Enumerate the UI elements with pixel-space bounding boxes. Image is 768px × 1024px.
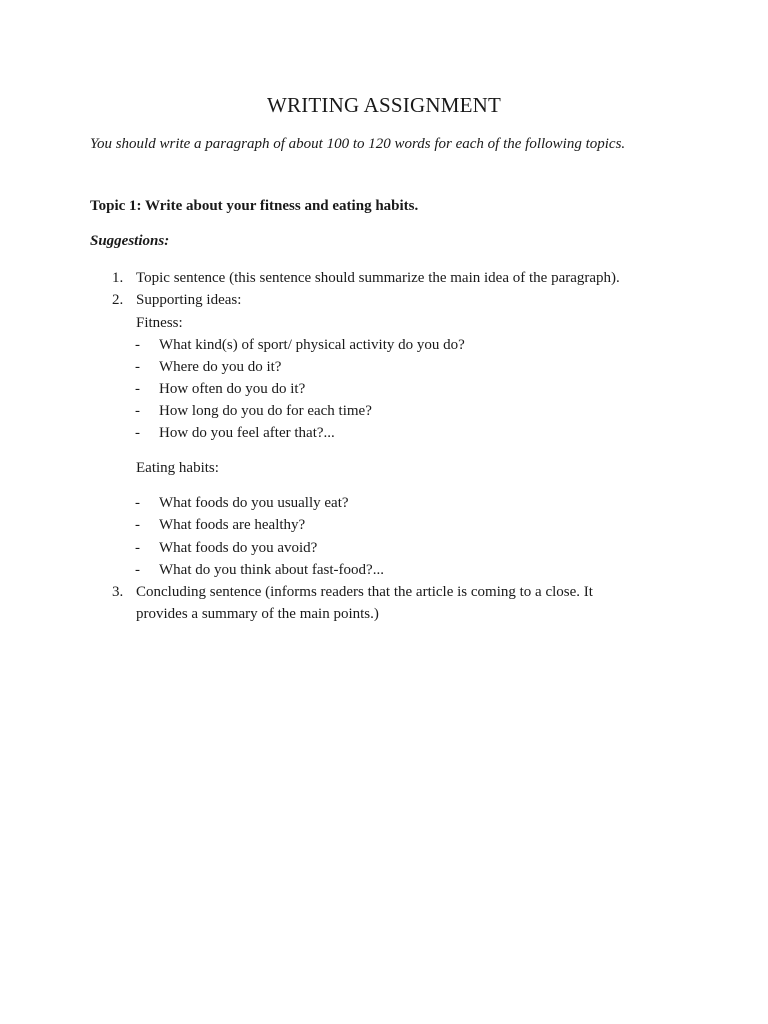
fitness-label: Fitness: — [136, 315, 183, 331]
bullet-dash: - — [135, 562, 140, 578]
list-item-supporting-ideas: Supporting ideas: — [136, 292, 242, 308]
fitness-point: How long do you do for each time? — [159, 403, 372, 419]
bullet-dash: - — [135, 425, 140, 441]
list-item-concluding-sentence: Concluding sentence (informs readers that the article is coming to a close. It — [136, 584, 593, 600]
eating-point: What foods are healthy? — [159, 517, 306, 533]
list-item-topic-sentence: Topic sentence (this sentence should summarize the main idea of the paragraph). — [136, 270, 620, 286]
bullet-dash: - — [135, 381, 140, 397]
topic-1-heading: Topic 1: Write about your fitness and eating habits. — [90, 198, 419, 214]
bullet-dash: - — [135, 403, 140, 419]
list-item-concluding-sentence-cont: provides a summary of the main points.) — [136, 606, 379, 622]
fitness-point: How do you feel after that?... — [159, 425, 335, 441]
bullet-dash: - — [135, 337, 140, 353]
eating-point: What foods do you usually eat? — [159, 495, 349, 511]
eating-point: What foods do you avoid? — [159, 540, 318, 556]
document-title: WRITING ASSIGNMENT — [266, 93, 501, 117]
intro-instruction: You should write a paragraph of about 100 to 120 words for each of the following topics. — [90, 136, 626, 152]
fitness-point: Where do you do it? — [159, 359, 282, 375]
bullet-dash: - — [135, 540, 140, 556]
eating-habits-label: Eating habits: — [136, 460, 219, 476]
suggestions-heading: Suggestions: — [90, 233, 170, 249]
list-number: 3. — [112, 584, 124, 600]
bullet-dash: - — [135, 495, 140, 511]
eating-point: What do you think about fast-food?... — [159, 562, 384, 578]
fitness-point: How often do you do it? — [159, 381, 306, 397]
bullet-dash: - — [135, 359, 140, 375]
list-number: 1. — [112, 270, 124, 286]
list-number: 2. — [112, 292, 124, 308]
fitness-point: What kind(s) of sport/ physical activity do you do? — [159, 337, 465, 353]
bullet-dash: - — [135, 517, 140, 533]
